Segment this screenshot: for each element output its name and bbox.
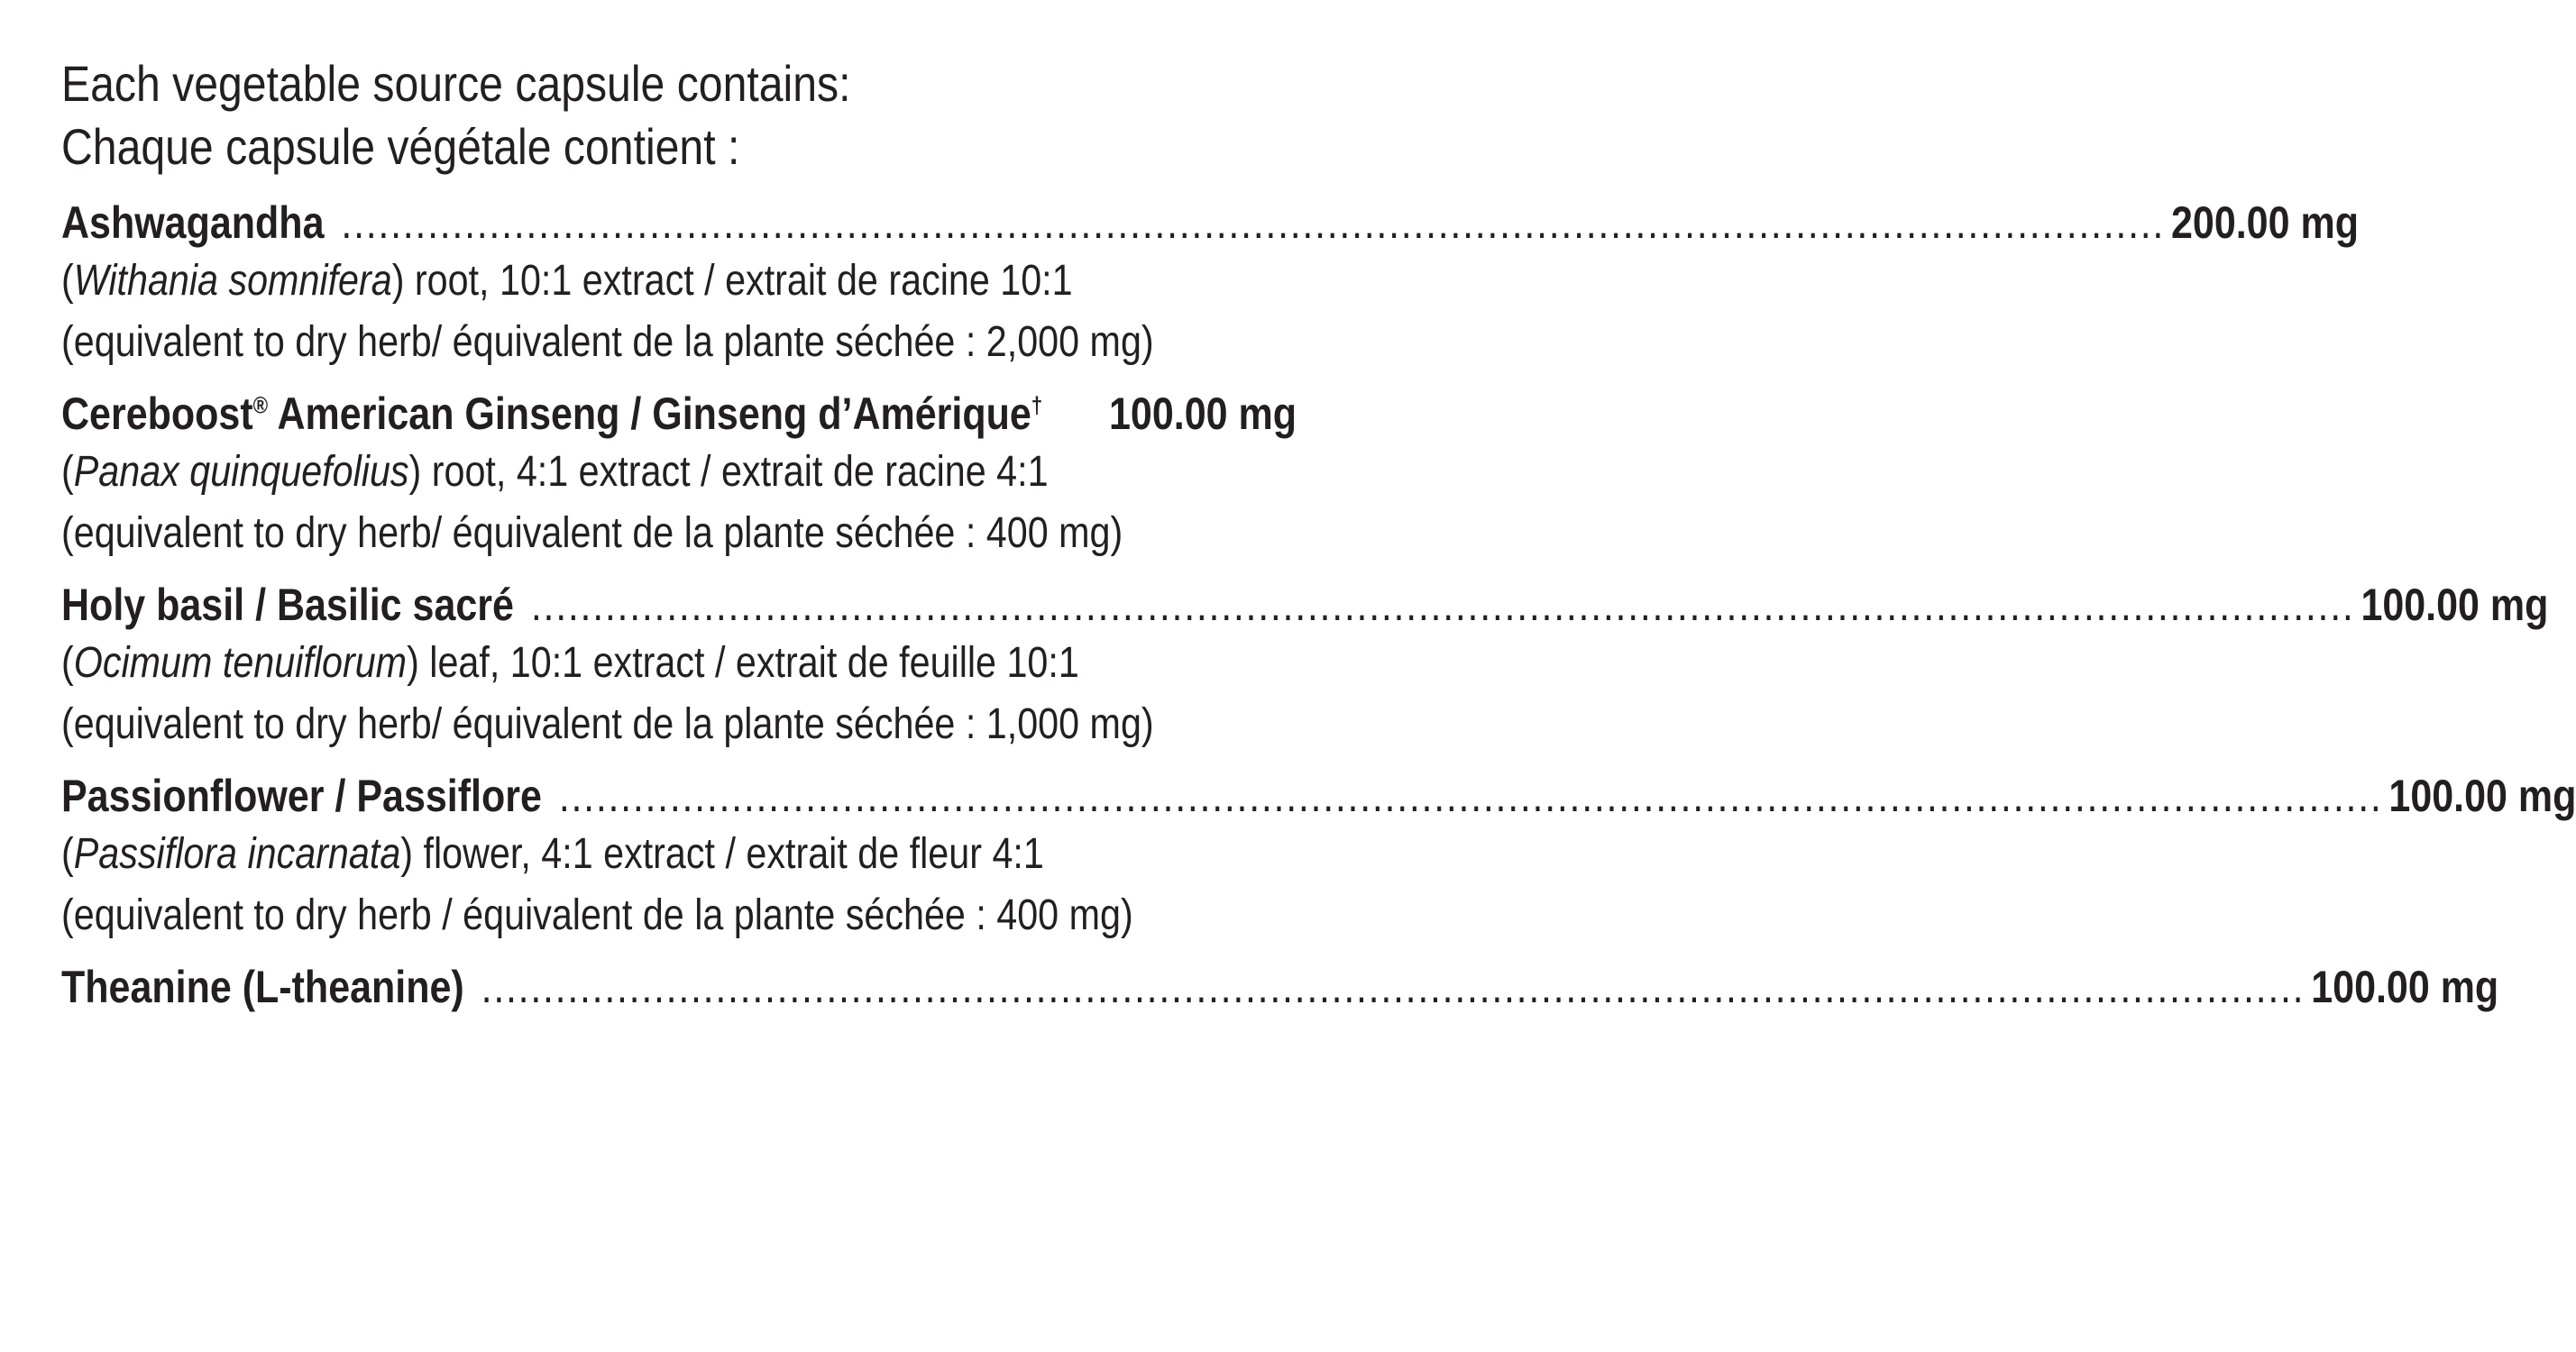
open-paren: (: [61, 257, 74, 305]
ingredient-source-line: [61, 633, 1297, 694]
dagger-mark: †: [1031, 391, 1043, 419]
ingredient-equivalent: (equivalent to dry herb/ équivalent de la plante séchée : 2,000 mg): [61, 318, 1154, 366]
open-paren: (: [61, 830, 74, 878]
ingredient-amount: 100.00 mg: [2361, 580, 2549, 630]
ingredient-amount: 100.00 mg: [2311, 962, 2499, 1012]
ingredient-equivalent: (equivalent to dry herb / équivalent de la plante séchée : 400 mg): [61, 891, 1133, 939]
ingredient-ashwagandha: [61, 195, 2359, 373]
ingredient-source-line: [61, 251, 1297, 312]
brand-name: Cereboost: [61, 388, 253, 439]
extract-detail: ) root, 10:1 extract / extrait de racine 10:1: [391, 257, 1073, 305]
extract-detail: ) leaf, 10:1 extract / extrait de feuille 10:1: [407, 639, 1079, 687]
open-paren: (: [61, 639, 74, 687]
ingredient-name: Theanine (L-theanine): [61, 962, 464, 1012]
extract-detail: ) flower, 4:1 extract / extrait de fleur 4:1: [400, 830, 1044, 878]
dot-leader: ....................................................................................................................................................: [341, 197, 2166, 248]
ingredient-amount: 100.00 mg: [2388, 771, 2576, 821]
intro-french: Chaque capsule végétale contient :: [61, 118, 740, 175]
ingredient-heading: [61, 577, 2549, 633]
ingredient-equivalent: (equivalent to dry herb/ équivalent de la plante séchée : 1,000 mg): [61, 700, 1154, 748]
ingredient-theanine: [61, 959, 2499, 1015]
latin-name: Panax quinquefolius: [73, 448, 409, 496]
ingredient-name: Passionflower / Passiflore: [61, 771, 542, 821]
open-paren: (: [61, 448, 74, 496]
ingredient-heading: [61, 195, 2359, 251]
ingredient-name: Holy basil / Basilic sacré: [61, 580, 514, 630]
latin-name: Ocimum tenuiflorum: [73, 639, 408, 687]
extract-detail: ) root, 4:1 extract / extrait de racine 4:1: [408, 448, 1049, 496]
dot-leader: ....................................................................................................................................................: [481, 962, 2306, 1012]
intro-block: [61, 52, 1297, 178]
latin-name: Passiflora incarnata: [73, 830, 401, 878]
ingredient-name-rest: American Ginseng / Ginseng d’Amérique: [268, 388, 1031, 439]
registered-mark: ®: [252, 391, 269, 419]
dot-leader: ....................................................................................................................................................: [558, 771, 2383, 821]
ingredient-source-line: [61, 824, 1297, 885]
ingredient-name: Ashwagandha: [61, 197, 325, 248]
ingredient-amount: 100.00 mg: [1109, 388, 1297, 439]
ingredient-equivalent: (equivalent to dry herb/ équivalent de la plante séchée : 400 mg): [61, 509, 1123, 557]
ingredient-source-line: [61, 442, 1297, 503]
ingredient-holy-basil: [61, 577, 2549, 755]
ingredient-heading: [61, 386, 1297, 442]
ingredient-american-ginseng: [61, 386, 1297, 564]
latin-name: Withania somnifera: [73, 257, 392, 305]
ingredient-heading: [61, 959, 2499, 1015]
intro-english: Each vegetable source capsule contains:: [61, 55, 851, 112]
ingredient-heading: [61, 768, 2576, 824]
dot-leader: ....................................................................................................................................................: [530, 580, 2355, 630]
ingredient-amount: 200.00 mg: [2170, 197, 2359, 248]
supplement-facts-panel: [61, 52, 2576, 1028]
ingredient-passionflower: [61, 768, 2576, 946]
ingredient-name: [61, 386, 1042, 442]
